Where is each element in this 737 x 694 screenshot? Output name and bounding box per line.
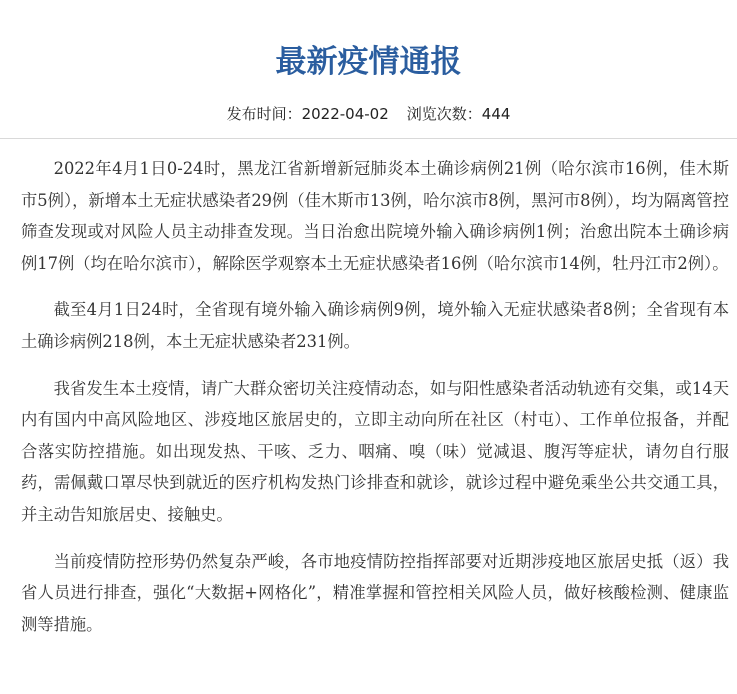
article-body bbox=[21, 153, 729, 655]
view-count-label: 浏览次数： bbox=[406, 105, 482, 123]
publish-time-label: 发布时间： bbox=[226, 105, 302, 123]
article-title: 最新疫情通报 bbox=[275, 44, 462, 80]
publish-date: 2022-04-02 bbox=[301, 105, 389, 123]
article-meta bbox=[0, 101, 737, 127]
title-divider bbox=[0, 138, 737, 139]
article-paragraph-4: 当前疫情防控形势仍然复杂严峻，各市地疫情防控指挥部要对近期涉疫地区旅居史抵（返）我省人员进行排查，强化“大数据+网格化”，精准掌握和管控相关风险人员，做好核酸检测、健康监测等措施。 bbox=[21, 551, 729, 634]
article-paragraph-3: 我省发生本土疫情，请广大群众密切关注疫情动态，如与阳性感染者活动轨迹有交集，或14天内有国内中高风险地区、涉疫地区旅居史的，立即主动向所在社区（村屯）、工作单位报备，并配合落实防控措施。如出现发热、干咳、乏力、咽痛、嗅（味）觉减退、腹泻等症状，请勿自行服药，需佩戴口罩尽快到就近的医疗机构发热门诊排查和就诊，就诊过程中避免乘坐公共交通工具，并主动告知旅居史、接触史。 bbox=[21, 378, 729, 524]
view-count: 444 bbox=[481, 105, 511, 123]
article-paragraph-2: 截至4月1日24时，全省现有境外输入确诊病例9例，境外输入无症状感染者8例；全省现有本土确诊病例218例，本土无症状感染者231例。 bbox=[21, 300, 729, 351]
article-paragraph-1: 2022年4月1日0-24时，黑龙江省新增新冠肺炎本土确诊病例21例（哈尔滨市16例，佳木斯市5例），新增本土无症状感染者29例（佳木斯市13例，哈尔滨市8例，黑河市8例），均为隔离管控筛查发现或对风险人员主动排查发现。当日治愈出院境外输入确诊病例1例；治愈出院本土确诊病例17例（均在哈尔滨市），解除医学观察本土无症状感染者16例（哈尔滨市14例，牡丹江市2例）。 bbox=[21, 159, 729, 273]
